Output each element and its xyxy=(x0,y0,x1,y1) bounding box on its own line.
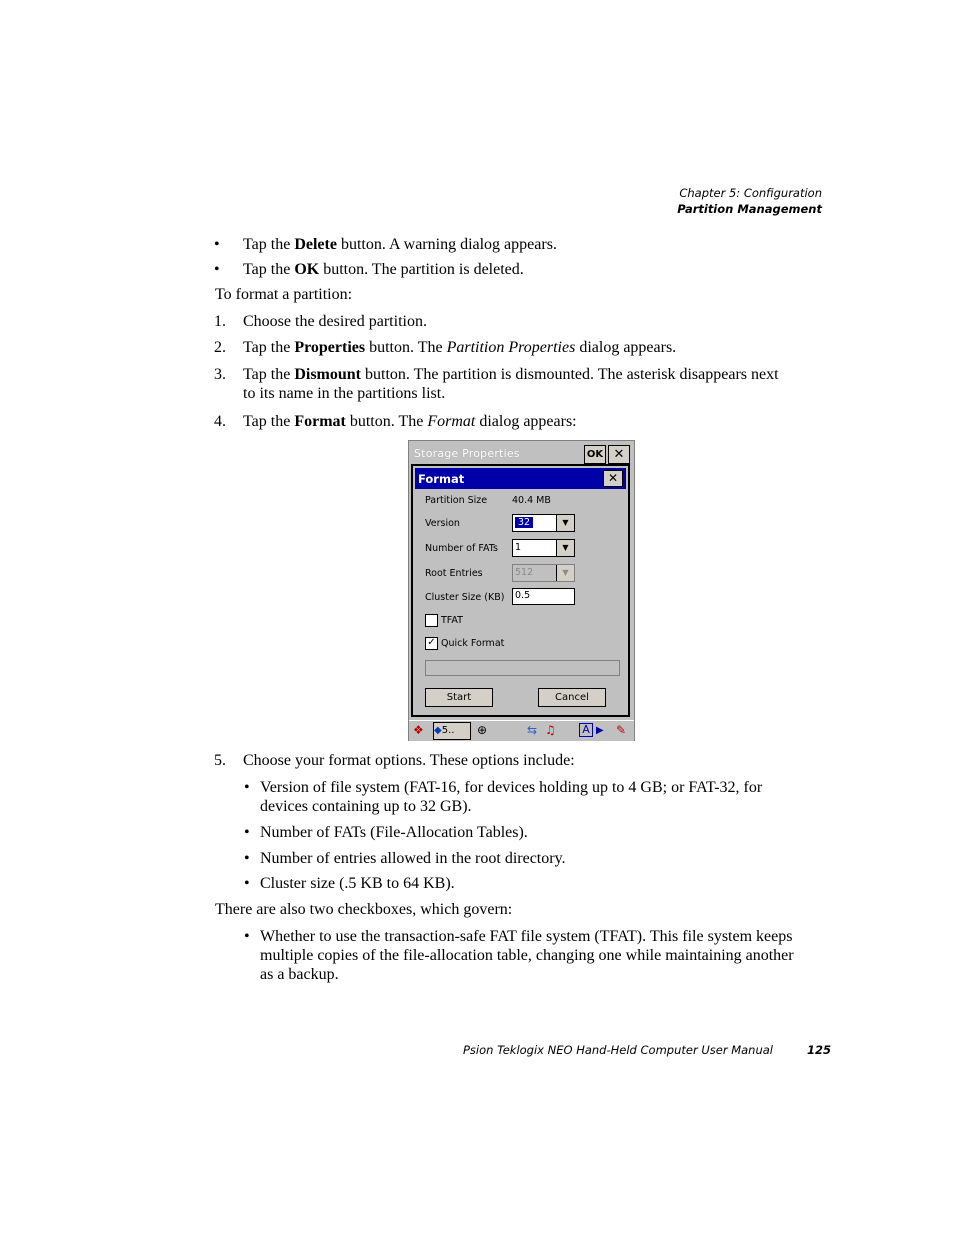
option-cluster-size: Cluster size (.5 KB to 64 KB). xyxy=(260,875,455,892)
step-1: Choose the desired partition. xyxy=(243,313,427,330)
checkbox-tfat-desc-line-3: as a backup. xyxy=(260,966,339,983)
format-titlebar xyxy=(415,468,626,489)
step-number: 3. xyxy=(214,366,226,383)
bullet: • xyxy=(244,875,250,892)
quick-format-label: Quick Format xyxy=(441,638,505,649)
root-entries-select xyxy=(512,564,575,582)
close-icon[interactable]: ✕ xyxy=(603,470,623,487)
step-number: 4. xyxy=(214,413,226,430)
cluster-size-label: Cluster Size (KB) xyxy=(425,592,505,603)
bullet: • xyxy=(244,779,250,796)
manual-title: Psion Teklogix NEO Hand-Held Computer User Manual xyxy=(463,1043,773,1057)
bullet: • xyxy=(244,928,250,945)
bullet-ok: Tap the OK button. The partition is deleted. xyxy=(243,261,524,278)
start-button[interactable]: Start xyxy=(425,688,493,707)
step-3: Tap the Dismount button. The partition is dismounted. The asterisk disappears next xyxy=(243,366,779,383)
root-entries-label: Root Entries xyxy=(425,568,483,579)
storage-properties-titlebar xyxy=(411,443,632,464)
step-5: Choose your format options. These options include: xyxy=(243,752,575,769)
input-mode-icon[interactable]: A xyxy=(579,723,593,737)
quick-format-checkbox[interactable]: ✓ xyxy=(425,637,438,650)
page-number: 125 xyxy=(807,1043,832,1057)
network-icon[interactable]: ⊕ xyxy=(477,723,488,737)
tfat-label: TFAT xyxy=(441,615,463,626)
pen-icon[interactable]: ✎ xyxy=(616,723,627,737)
start-menu-icon[interactable]: ❖ xyxy=(413,723,424,737)
arrow-right-icon[interactable]: ▶ xyxy=(596,725,604,736)
cluster-size-input[interactable]: 0.5 xyxy=(512,588,575,605)
format-dialog xyxy=(411,464,630,717)
num-fats-label: Number of FATs xyxy=(425,543,498,554)
window-title: Storage Properties xyxy=(414,447,520,460)
bullet: • xyxy=(214,261,220,278)
step-number: 2. xyxy=(214,339,226,356)
section-header: Partition Management xyxy=(677,202,822,216)
partition-size-value: 40.4 MB xyxy=(512,495,551,506)
root-entries-value: 512 xyxy=(515,567,534,578)
option-root-entries: Number of entries allowed in the root directory. xyxy=(260,850,566,867)
bullet-delete: Tap the Delete button. A warning dialog appears. xyxy=(243,236,557,253)
chevron-down-icon[interactable]: ▼ xyxy=(556,540,574,556)
num-fats-value: 1 xyxy=(515,542,522,553)
option-version-line-2: devices containing up to 32 GB). xyxy=(260,798,472,815)
step-4: Tap the Format button. The Format dialog appears: xyxy=(243,413,577,430)
format-dialog-screenshot xyxy=(408,440,635,741)
checkbox-tfat-desc: Whether to use the transaction-safe FAT file system (TFAT). This file system keeps xyxy=(260,928,793,945)
volume-icon[interactable]: ♫ xyxy=(545,723,556,737)
option-num-fats: Number of FATs (File-Allocation Tables). xyxy=(260,824,528,841)
checkboxes-intro: There are also two checkboxes, which govern: xyxy=(215,901,513,918)
version-label: Version xyxy=(425,518,460,529)
taskbar xyxy=(409,720,634,741)
bullet: • xyxy=(214,236,220,253)
chevron-down-icon[interactable]: ▼ xyxy=(556,515,574,531)
chapter-header: Chapter 5: Configuration xyxy=(679,186,822,200)
version-select[interactable] xyxy=(512,514,575,532)
partition-size-label: Partition Size xyxy=(425,495,488,506)
bullet: • xyxy=(244,824,250,841)
step-number: 5. xyxy=(214,752,226,769)
format-progress-bar xyxy=(425,660,620,676)
tfat-checkbox[interactable] xyxy=(425,614,438,627)
num-fats-select[interactable] xyxy=(512,539,575,557)
close-icon[interactable]: ✕ xyxy=(608,445,630,464)
checkbox-tfat-desc-line-2: multiple copies of the file-allocation table, changing one while maintaining another xyxy=(260,947,794,964)
connection-icon[interactable]: ⇆ xyxy=(527,723,538,737)
format-intro: To format a partition: xyxy=(215,286,353,303)
chevron-down-icon: ▼ xyxy=(556,565,574,581)
step-3-line-2: to its name in the partitions list. xyxy=(243,385,446,402)
option-version: Version of file system (FAT-16, for devices holding up to 4 GB; or FAT-32, for xyxy=(260,779,763,796)
bullet: • xyxy=(244,850,250,867)
step-2: Tap the Properties button. The Partition Properties dialog appears. xyxy=(243,339,677,356)
version-value: 32 xyxy=(515,517,533,528)
step-number: 1. xyxy=(214,313,226,330)
taskbar-item[interactable]: ◆5.. xyxy=(433,722,471,740)
cancel-button[interactable]: Cancel xyxy=(538,688,606,707)
ok-button[interactable]: OK xyxy=(584,445,606,464)
dialog-title: Format xyxy=(418,472,465,486)
